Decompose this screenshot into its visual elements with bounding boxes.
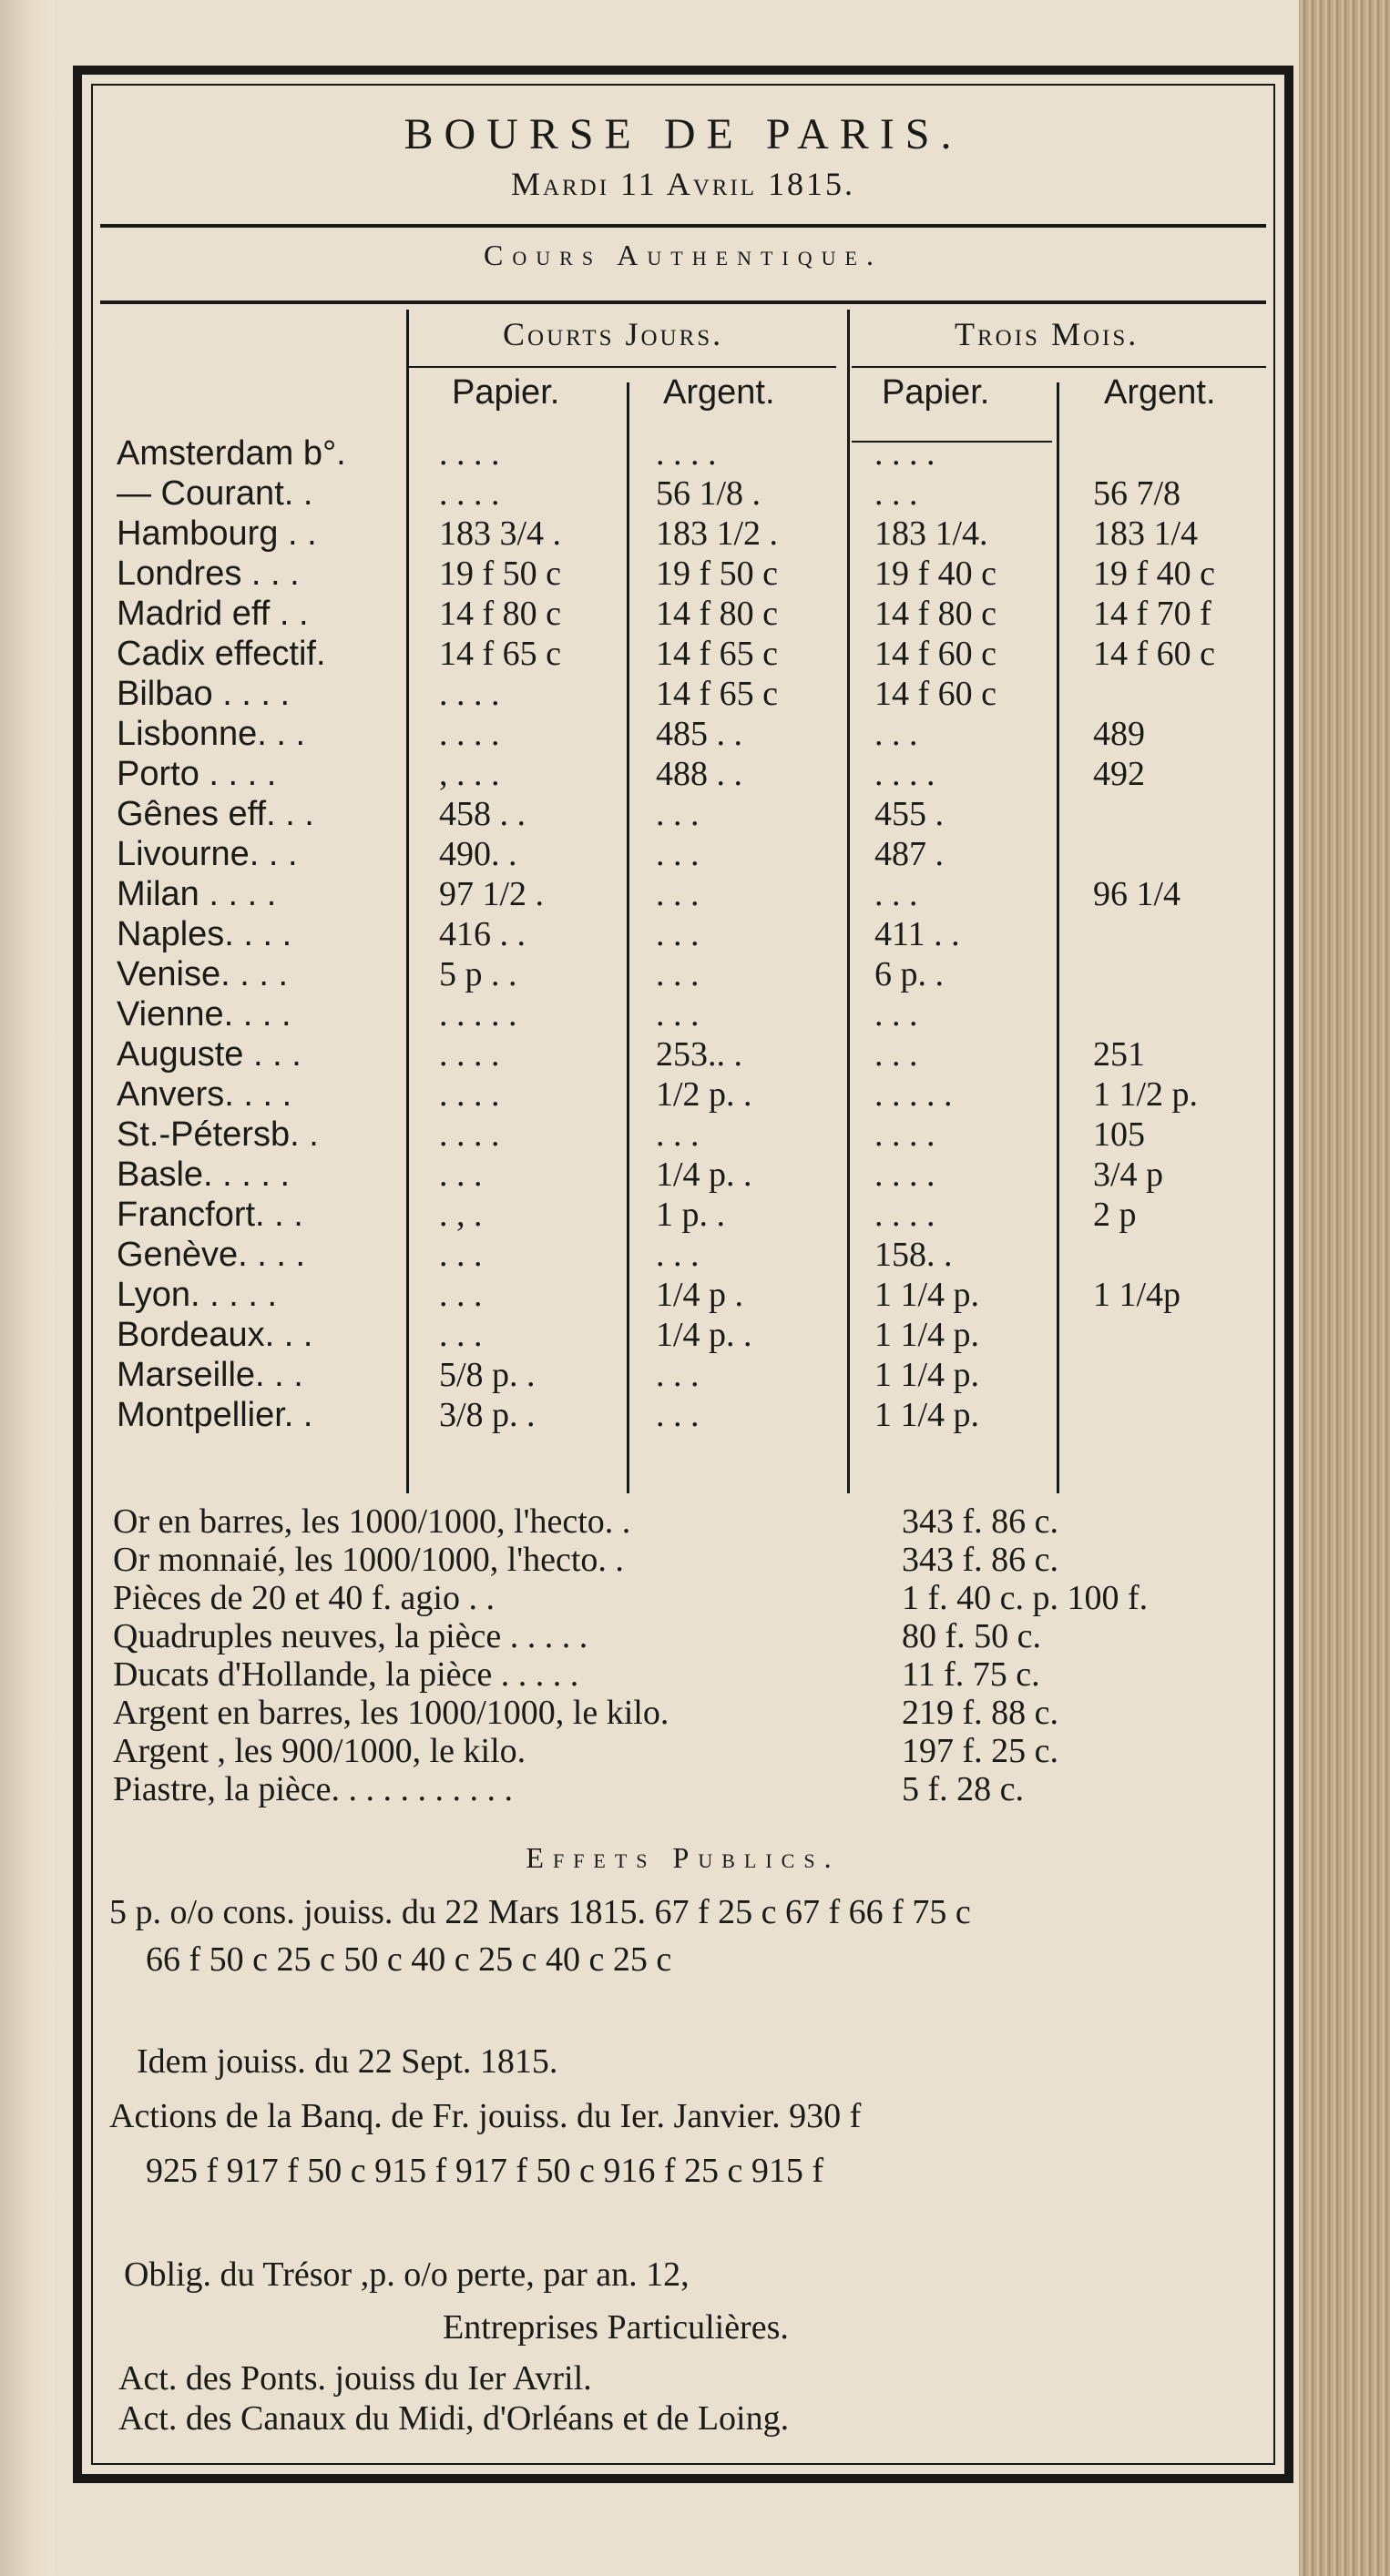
metal-value: 343 f. 86 c.	[902, 1541, 1059, 1579]
cell: . , .	[439, 1196, 483, 1234]
table-row	[109, 1315, 1266, 1355]
cell: 3/8 p. .	[439, 1396, 536, 1434]
table-row	[109, 794, 1266, 834]
cell: . . . . .	[439, 995, 517, 1033]
rule-under-header	[100, 224, 1266, 228]
cell: 96 1/4	[1093, 875, 1181, 913]
cell: 56 7/8	[1093, 474, 1181, 513]
metal-value: 80 f. 50 c.	[902, 1617, 1042, 1655]
place-name: Londres . . .	[117, 555, 300, 593]
cell: . . . .	[439, 1075, 500, 1114]
cell: . . .	[656, 955, 700, 993]
cell: 14 f 60 c	[874, 675, 997, 713]
cell: 251	[1093, 1035, 1145, 1074]
table-row	[109, 834, 1266, 874]
cell: 97 1/2 .	[439, 875, 545, 913]
cell: . . . .	[439, 474, 500, 513]
rule-trois-mois	[852, 366, 1266, 368]
place-name: Cadix effectif.	[117, 635, 326, 673]
place-name: Madrid eff . .	[117, 595, 309, 633]
list-item	[109, 1617, 1266, 1655]
place-name: Venise. . . .	[117, 955, 288, 993]
cell: 2 p	[1093, 1196, 1137, 1234]
place-name: St.-Pétersb. .	[117, 1115, 319, 1154]
cell: . . . .	[874, 1156, 935, 1194]
cell: 1 1/4 p.	[874, 1356, 980, 1394]
metal-label: Pièces de 20 et 40 f. agio . .	[113, 1579, 495, 1617]
cell: 1 1/4 p.	[874, 1276, 980, 1314]
effets-line-3: Idem jouiss. du 22 Sept. 1815.	[137, 2042, 558, 2081]
place-name: Gênes eff. . .	[117, 795, 314, 833]
cell: . . .	[439, 1276, 483, 1314]
cell: 490. .	[439, 835, 517, 873]
table-row	[109, 1395, 1266, 1435]
cell: . . .	[874, 875, 918, 913]
table-row	[109, 954, 1266, 994]
table-row	[109, 1235, 1266, 1275]
metal-value: 11 f. 75 c.	[902, 1655, 1040, 1694]
cell: . . .	[656, 1356, 700, 1394]
cell: 14 f 60 c	[874, 635, 997, 673]
cell: . . .	[439, 1236, 483, 1274]
table-row	[109, 594, 1266, 634]
table-row	[109, 1074, 1266, 1115]
cell: . . .	[656, 995, 700, 1033]
cell: . . .	[874, 715, 918, 753]
place-name: — Courant. .	[117, 474, 313, 513]
cell: . . .	[874, 1035, 918, 1074]
place-name: Basle. . . . .	[117, 1156, 291, 1194]
cell: 1/4 p. .	[656, 1156, 752, 1194]
effets-line-6: Oblig. du Trésor ,p. o/o perte, par an. 12,	[124, 2255, 690, 2294]
place-name: Montpellier. .	[117, 1396, 313, 1434]
cell: 14 f 70 f	[1093, 595, 1211, 633]
cell: 19 f 40 c	[1093, 555, 1216, 593]
cell: . . . .	[439, 1035, 500, 1074]
cell: 158. .	[874, 1236, 953, 1274]
page-edge-right	[1299, 0, 1390, 2576]
cell: 19 f 50 c	[656, 555, 779, 593]
cell: . . .	[874, 995, 918, 1033]
cell: . . .	[656, 875, 700, 913]
section-effets-publics: Effets Publics.	[526, 1841, 841, 1874]
cell: 489	[1093, 715, 1145, 753]
effets-line-4: Actions de la Banq. de Fr. jouiss. du Ier. Janvier. 930 f	[109, 2097, 862, 2135]
cell: . . . .	[439, 434, 500, 473]
metal-label: Or monnaié, les 1000/1000, l'hecto. .	[113, 1541, 624, 1579]
cell: 1 1/4 p.	[874, 1396, 980, 1434]
metal-value: 219 f. 88 c.	[902, 1694, 1059, 1732]
subheader-papier-tm: Papier.	[882, 373, 990, 412]
cell: 455 .	[874, 795, 944, 833]
section-cours-authentique: Cours Authentique.	[484, 239, 883, 271]
cell: . . . .	[874, 1196, 935, 1234]
cell: . . . .	[874, 755, 935, 793]
table-row	[109, 554, 1266, 594]
cell: 5 p . .	[439, 955, 517, 993]
cell: 56 1/8 .	[656, 474, 761, 513]
cell: 253.. .	[656, 1035, 742, 1074]
place-name: Auguste . . .	[117, 1035, 302, 1074]
cell: 488 . .	[656, 755, 742, 793]
list-item	[109, 1541, 1266, 1579]
header-courts-jours: Courts Jours.	[503, 316, 724, 352]
cell: 1/2 p. .	[656, 1075, 752, 1114]
cell: 5/8 p. .	[439, 1356, 536, 1394]
cell: 183 1/2 .	[656, 514, 779, 553]
effets-line-7: Entreprises Particulières.	[443, 2308, 789, 2347]
cell: 3/4 p	[1093, 1156, 1164, 1194]
table-row	[109, 433, 1266, 473]
place-name: Genève. . . .	[117, 1236, 305, 1274]
table-row	[109, 1155, 1266, 1195]
cell: 14 f 65 c	[439, 635, 562, 673]
subheader-papier-cj: Papier.	[452, 373, 560, 412]
table-row	[109, 674, 1266, 714]
cell: . . . .	[439, 1115, 500, 1154]
cell: , . . .	[439, 755, 500, 793]
cell: 1/4 p .	[656, 1276, 744, 1314]
cell: . . . .	[656, 434, 717, 473]
cell: 183 1/4	[1093, 514, 1199, 553]
cell: 458 . .	[439, 795, 526, 833]
list-item	[109, 1770, 1266, 1808]
page-title: BOURSE DE PARIS.	[404, 110, 963, 158]
effets-line-2: 66 f 50 c 25 c 50 c 40 c 25 c 40 c 25 c	[146, 1940, 672, 1979]
metal-label: Ducats d'Hollande, la pièce . . . . .	[113, 1655, 579, 1694]
table-row	[109, 634, 1266, 674]
table-row	[109, 1195, 1266, 1235]
table-row	[109, 994, 1266, 1034]
cell: 19 f 40 c	[874, 555, 997, 593]
cell: 14 f 80 c	[656, 595, 779, 633]
table-row	[109, 1275, 1266, 1315]
table-row	[109, 473, 1266, 514]
cell: . . .	[656, 1115, 700, 1154]
place-name: Marseille. . .	[117, 1356, 303, 1394]
cell: 14 f 80 c	[874, 595, 997, 633]
cell: 183 3/4 .	[439, 514, 562, 553]
place-name: Hambourg . .	[117, 514, 317, 553]
place-name: Amsterdam b°.	[117, 434, 346, 473]
cell: . . . .	[874, 434, 935, 473]
place-name: Livourne. . .	[117, 835, 298, 873]
page-date: Mardi 11 Avril 1815.	[510, 166, 856, 202]
cell: . . .	[439, 1316, 483, 1354]
cell: 6 p. .	[874, 955, 944, 993]
place-name: Milan . . . .	[117, 875, 277, 913]
cell: 416 . .	[439, 915, 526, 953]
list-item	[109, 1694, 1266, 1732]
effets-line-9: Act. des Canaux du Midi, d'Orléans et de Loing.	[118, 2399, 790, 2438]
place-name: Bilbao . . . .	[117, 675, 291, 713]
cell: 183 1/4.	[874, 514, 988, 553]
cell: 14 f 60 c	[1093, 635, 1216, 673]
cell: . . .	[656, 1236, 700, 1274]
metal-label: Argent , les 900/1000, le kilo.	[113, 1732, 526, 1770]
subheader-argent-cj: Argent.	[663, 373, 775, 412]
list-item	[109, 1579, 1266, 1617]
cell: 19 f 50 c	[439, 555, 562, 593]
rule-courts-jours	[408, 366, 836, 368]
rule-under-cours	[100, 300, 1266, 304]
cell: 1 p. .	[656, 1196, 725, 1234]
cell: 411 . .	[874, 915, 960, 953]
metal-value: 343 f. 86 c.	[902, 1502, 1059, 1541]
cell: 1 1/4 p.	[874, 1316, 980, 1354]
cell: 105	[1093, 1115, 1145, 1154]
place-name: Anvers. . . .	[117, 1075, 292, 1114]
table-row	[109, 714, 1266, 754]
table-row	[109, 754, 1266, 794]
metal-label: Or en barres, les 1000/1000, l'hecto. .	[113, 1502, 631, 1541]
place-name: Bordeaux. . .	[117, 1316, 313, 1354]
cell: . . .	[439, 1156, 483, 1194]
table-row	[109, 514, 1266, 554]
cell: . . . . .	[874, 1075, 953, 1114]
place-name: Naples. . . .	[117, 915, 292, 953]
table-row	[109, 1355, 1266, 1395]
header	[100, 91, 1266, 203]
table-row	[109, 914, 1266, 954]
metal-value: 1 f. 40 c. p. 100 f.	[902, 1579, 1149, 1617]
cell: . . . .	[439, 715, 500, 753]
place-name: Vienne. . . .	[117, 995, 291, 1033]
metal-label: Piastre, la pièce. . . . . . . . . . .	[113, 1770, 514, 1808]
place-name: Lyon. . . . .	[117, 1276, 278, 1314]
cell: 14 f 65 c	[656, 675, 779, 713]
effets-line-5: 925 f 917 f 50 c 915 f 917 f 50 c 916 f 25 c 915 f	[146, 2152, 824, 2190]
list-item	[109, 1732, 1266, 1770]
metal-value: 197 f. 25 c.	[902, 1732, 1059, 1770]
place-name: Lisbonne. . .	[117, 715, 306, 753]
metal-label: Quadruples neuves, la pièce . . . . .	[113, 1617, 588, 1655]
cell: . . .	[656, 835, 700, 873]
effets-line-1: 5 p. o/o cons. jouiss. du 22 Mars 1815. 67 f 25 c 67 f 66 f 75 c	[109, 1893, 971, 1931]
cell: 1/4 p. .	[656, 1316, 752, 1354]
table-row	[109, 1115, 1266, 1155]
cell: 14 f 80 c	[439, 595, 562, 633]
subheader-argent-tm: Argent.	[1104, 373, 1216, 412]
cell: 487 .	[874, 835, 944, 873]
effets-line-8: Act. des Ponts. jouiss du Ier Avril.	[118, 2359, 592, 2398]
cell: . . . .	[874, 1115, 935, 1154]
cell: . . .	[656, 1396, 700, 1434]
cell: 1 1/2 p.	[1093, 1075, 1199, 1114]
cell: 485 . .	[656, 715, 742, 753]
cell: 1 1/4p	[1093, 1276, 1181, 1314]
list-item	[109, 1655, 1266, 1694]
cell: . . .	[656, 795, 700, 833]
cell: 14 f 65 c	[656, 635, 779, 673]
metal-label: Argent en barres, les 1000/1000, le kilo.	[113, 1694, 669, 1732]
table-row	[109, 874, 1266, 914]
table-row	[109, 1034, 1266, 1074]
cell: . . . .	[439, 675, 500, 713]
page-edge-left	[0, 0, 55, 2576]
place-name: Francfort. . .	[117, 1196, 303, 1234]
cell: . . .	[874, 474, 918, 513]
place-name: Porto . . . .	[117, 755, 277, 793]
metal-value: 5 f. 28 c.	[902, 1770, 1025, 1808]
cell: . . .	[656, 915, 700, 953]
list-item	[109, 1502, 1266, 1541]
cell: 492	[1093, 755, 1145, 793]
header-trois-mois: Trois Mois.	[955, 316, 1140, 352]
